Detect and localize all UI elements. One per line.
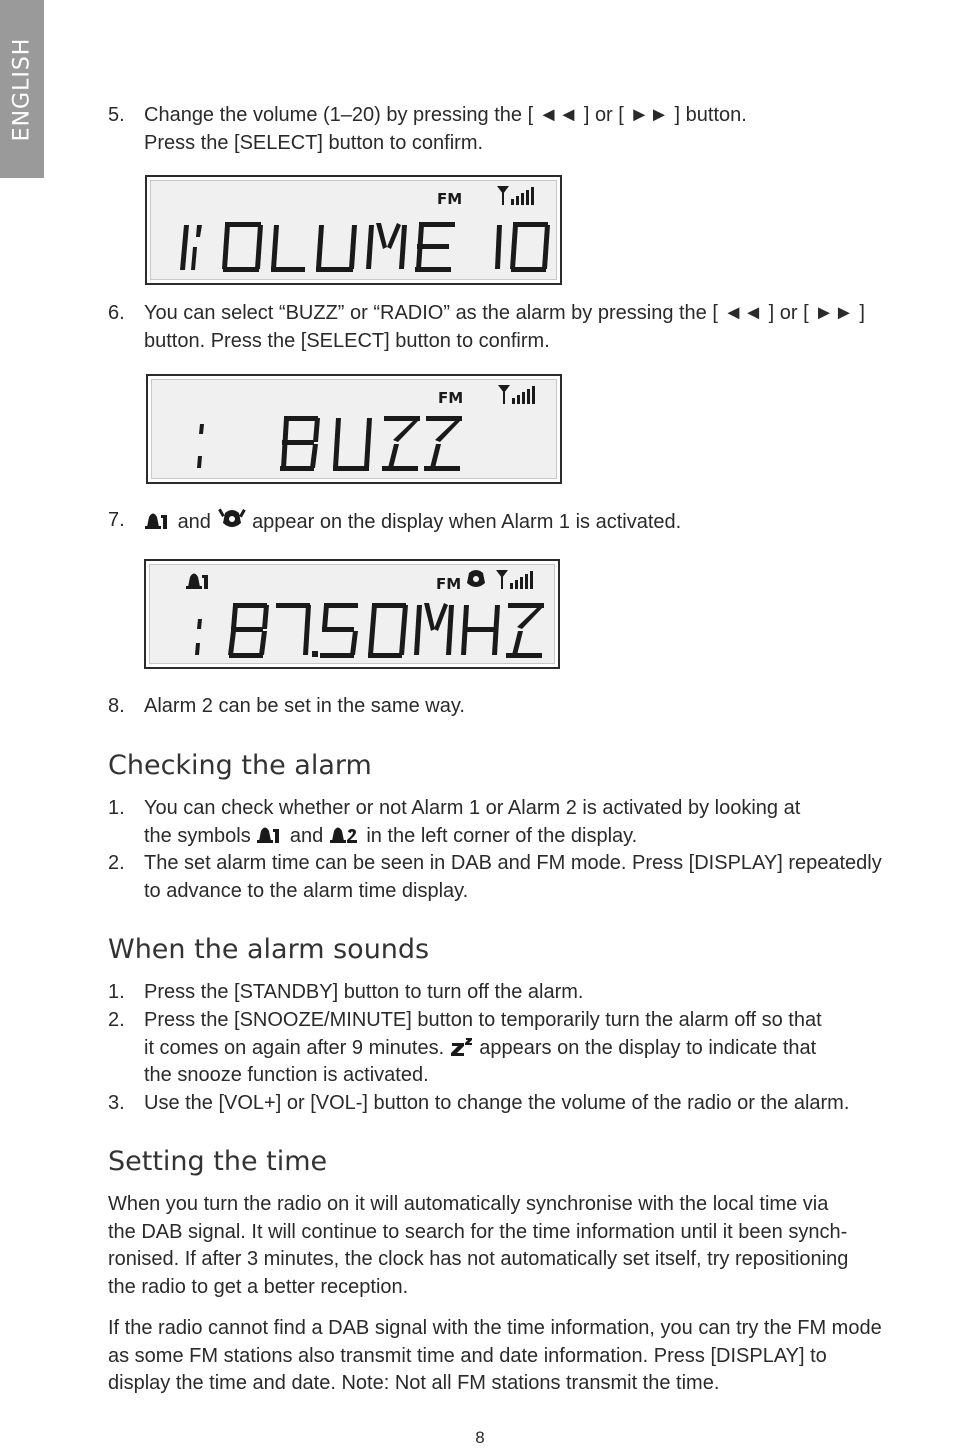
lcd-segment-text [195,603,544,658]
item-number: 1. [108,797,125,819]
snooze-icon [450,1037,474,1057]
alarm-2-icon [329,823,361,845]
radio-alarm-icon [217,507,247,531]
paragraph-line: When you turn the radio on it will automatically synchronise with the local time via [108,1193,829,1215]
step-7-text: appear on the display when Alarm 1 is activated. [252,511,682,533]
fm-indicator: FM [436,575,462,593]
lcd-buzz-display [146,374,562,484]
lcd-frequency-svg [146,561,558,667]
lcd-segment-text [197,416,462,471]
language-tab-label: ENGLISH [9,37,35,141]
item-text-line: the snooze function is activated. [144,1064,429,1086]
item-text-part: and [289,824,324,847]
step-7-and: and [177,511,211,533]
step-number: 5. [108,104,125,126]
step-text-line: Press the [SELECT] button to confirm. [144,131,484,154]
alarm-1-icon [144,509,172,531]
paragraph-line: the radio to get a better reception. [108,1275,409,1298]
signal-strength-icon [496,570,533,589]
radio-alarm-icon [467,570,485,587]
item-text-line: Use the [VOL+] or [VOL-] button to change the volume of the radio or the alarm. [144,1092,850,1114]
time-paragraph-1 [108,1191,848,1301]
signal-strength-icon [497,186,534,205]
step-text-line [144,507,681,537]
alarm-1-icon [186,574,208,590]
item-text-part: the symbols [144,824,251,847]
item-text-part: in the left corner of the display. [366,824,638,847]
language-tab [0,0,44,178]
time-paragraph-2 [108,1315,882,1398]
paragraph-line: the DAB signal. It will continue to search for the time information until it been synch- [108,1220,848,1243]
step-number: 6. [108,302,125,324]
item-text-part: it comes on again after 9 minutes. [144,1036,445,1059]
step-text-line: button. Press the [SELECT] button to confirm. [144,329,550,352]
fm-indicator: FM [438,389,464,407]
item-number: 2. [108,852,125,874]
step-text-line: You can select “BUZZ” or “RADIO” as the alarm by pressing the [ ◄◄ ] or [ ►► ] [144,302,865,324]
signal-strength-icon [498,385,535,404]
step-text-line: Alarm 2 can be set in the same way. [144,695,465,717]
item-text-line [144,1035,816,1063]
fm-indicator: FM [437,190,463,208]
step-text-line: Change the volume (1–20) by pressing the [ ◄◄ ] or [ ►► ] button. [144,104,747,126]
paragraph-line: ronised. If after 3 minutes, the clock has not automatically set itself, try repositioning [108,1248,849,1270]
step-number: 7. [108,509,125,531]
lcd-segment-text [180,222,550,272]
paragraph-line: If the radio cannot find a DAB signal with the time information, you can try the FM mode [108,1317,882,1339]
item-text-line: You can check whether or not Alarm 1 or Alarm 2 is activated by looking at [144,797,801,819]
paragraph-line: as some FM stations also transmit time and date information. Press [DISPLAY] to [108,1344,827,1367]
item-number: 2. [108,1009,125,1031]
section-heading-time: Setting the time [108,1146,328,1177]
item-number: 3. [108,1092,125,1114]
item-number: 1. [108,981,125,1003]
lcd-volume-svg [147,177,560,283]
item-text-line: The set alarm time can be seen in DAB and FM mode. Press [DISPLAY] repeatedly [144,852,882,874]
item-text-line: to advance to the alarm time display. [144,879,469,902]
paragraph-line: display the time and date. Note: Not all FM stations transmit the time. [108,1372,720,1394]
lcd-frequency-display [144,559,560,669]
item-text-part: appears on the display to indicate that [479,1036,817,1059]
lcd-volume-display [145,175,562,285]
alarm-1-icon [256,823,284,845]
item-text-line: Press the [STANDBY] button to turn off the alarm. [144,981,584,1003]
item-text-line [144,823,637,851]
item-text-line: Press the [SNOOZE/MINUTE] button to temporarily turn the alarm off so that [144,1009,822,1031]
section-heading-sounds: When the alarm sounds [108,934,430,965]
lcd-buzz-svg [148,376,560,482]
section-heading-checking: Checking the alarm [108,750,372,781]
page-number: 8 [475,1428,485,1447]
step-number: 8. [108,695,125,717]
